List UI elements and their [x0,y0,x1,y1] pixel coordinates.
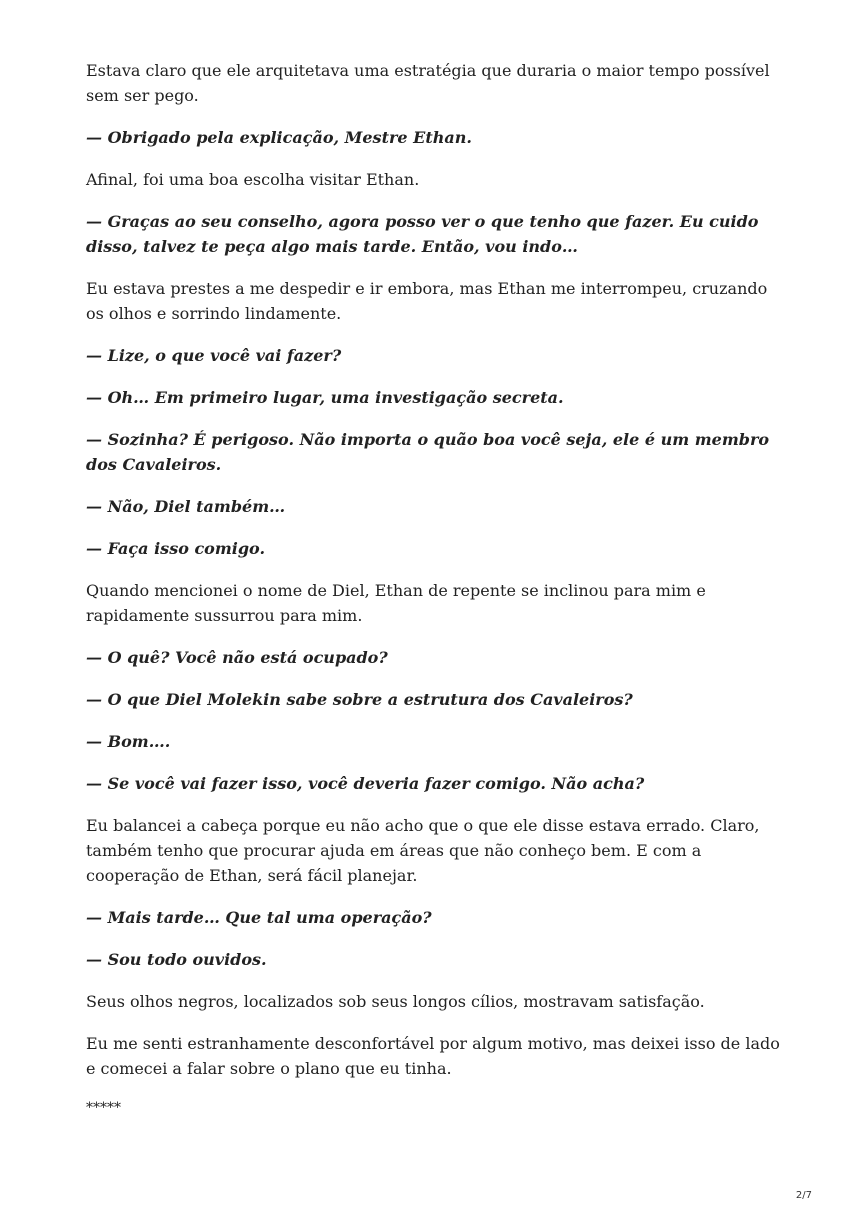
paragraph: Eu balancei a cabeça porque eu não acho que o que ele disse estava errado. Claro, também tenho que procurar ajuda em áreas que não conheço bem. E com a cooperação de Ethan, será fácil planejar. [86,816,760,885]
dialogue-line: — Sou todo ouvidos. [86,950,267,969]
paragraph: Seus olhos negros, localizados sob seus longos cílios, mostravam satisfação. [86,992,705,1011]
paragraph: Eu me senti estranhamente desconfortável por algum motivo, mas deixei isso de lado e comecei a falar sobre o plano que eu tinha. [86,1034,780,1078]
dialogue-line: — Obrigado pela explicação, Mestre Ethan. [86,128,472,147]
dialogue-line: — Faça isso comigo. [86,539,266,558]
dialogue-line: — Não, Diel também… [86,497,286,516]
page-number: 2/7 [795,1190,812,1201]
paragraph: Afinal, foi uma boa escolha visitar Ethan. [86,170,420,189]
dialogue-line: — Se você vai fazer isso, você deveria fazer comigo. Não acha? [86,774,645,793]
paragraph: Estava claro que ele arquitetava uma estratégia que duraria o maior tempo possível sem ser pego. [86,61,770,105]
section-separator: ***** [86,1100,121,1116]
document-body [86,58,786,1118]
dialogue-line: — Mais tarde… Que tal uma operação? [86,908,432,927]
paragraph: Quando mencionei o nome de Diel, Ethan de repente se inclinou para mim e rapidamente sussurrou para mim. [86,581,706,625]
dialogue-line: — Oh… Em primeiro lugar, uma investigação secreta. [86,388,564,407]
paragraph: Eu estava prestes a me despedir e ir embora, mas Ethan me interrompeu, cruzando os olhos e sorrindo lindamente. [86,279,768,323]
dialogue-line: — Bom…. [86,732,171,751]
dialogue-line: — Lize, o que você vai fazer? [86,346,342,365]
dialogue-line: — Graças ao seu conselho, agora posso ver o que tenho que fazer. Eu cuido disso, talvez te peça algo mais tarde. Então, vou indo… [86,212,759,256]
dialogue-line: — Sozinha? É perigoso. Não importa o quão boa você seja, ele é um membro dos Cavaleiros. [86,430,770,474]
dialogue-line: — O que Diel Molekin sabe sobre a estrutura dos Cavaleiros? [86,690,633,709]
dialogue-line: — O quê? Você não está ocupado? [86,648,388,667]
